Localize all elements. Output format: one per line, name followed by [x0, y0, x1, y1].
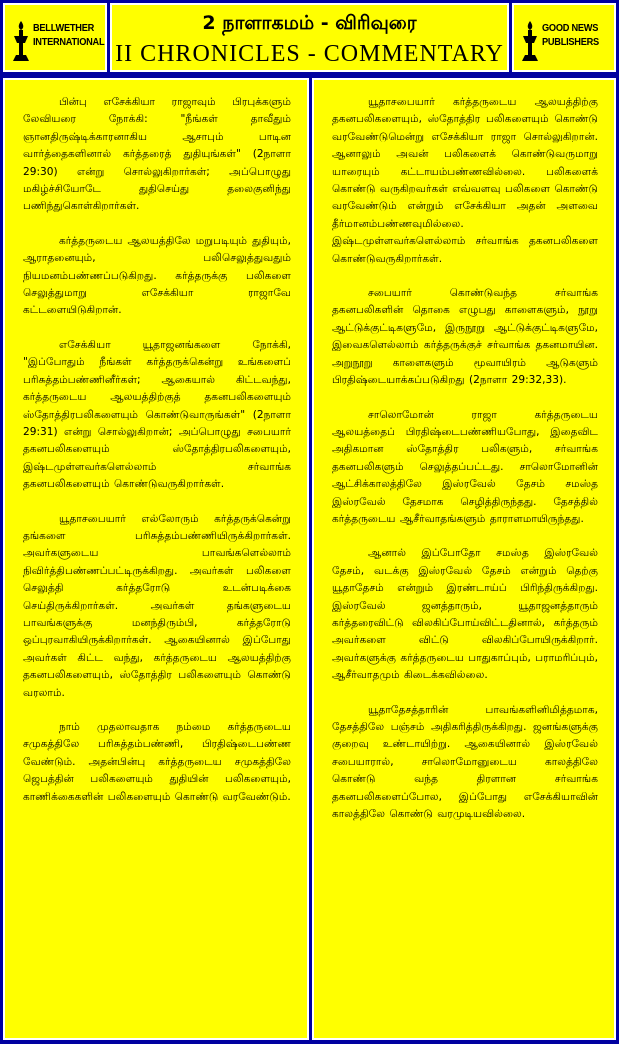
lamp-icon [11, 19, 31, 63]
logo-right-line1: GOOD NEWS [542, 22, 599, 34]
paragraph: யூதாசபையார் எல்லோரும் கர்த்தருக்கென்று தங்களை பரிசுத்தம்பண்ணியிருக்கிறார்கள். அவர்களுடைய பாவங்களெல்லாம் நிவிர்த்திபண்ணப்பட்டிருக்கிறது. அவர்கள் பலிகளை செலுத்தி கர்த்தரோடு உடன்படிக்கை செய்திருக்கிறார்கள். அவர்கள் தங்களுடைய பாவங்களுக்கு மனந்திரும்பி, கர்த்தரோடு ஒப்புரவாகியிருக்கிறார்கள். ஆகையினால் இப்போது அவர்கள் கிட்ட வந்து, கர்த்தருடைய ஆலயத்திற்கு தகனபலிகளையும், ஸ்தோத்திர பலிகளையும் கொண்டு வரலாம். [23, 512, 291, 699]
paragraph: சபையார் கொண்டுவந்த சர்வாங்க தகனபலிகளின் தொகை எழுபது காளைகளும், நூறு ஆட்டுக்குட்டிகளுமே, இருநூறு ஆட்டுக்குட்டிகளுமே, இவைகளெல்லாம் கர்த்தருக்குச் சர்வாங்க தகனமாயின. அறுநூறு காளைகளும் மூவாயிரம் ஆடுகளும் பிரதிஷ்டையாக்கப்படுகிறது (2நாளா 29:32,33). [332, 287, 598, 387]
page-title [110, 3, 509, 72]
logo-left-line2: INTERNATIONAL [33, 36, 105, 48]
paragraph: யூதாதேசத்தாரின் பாவங்களினிமித்தமாக, தேசத்திலே பஞ்சம் அதிகரித்திருக்கிறது. ஜனங்களுக்கு குறைவு உண்டாயிற்று. ஆகையினால் இஸ்ரவேல் சபையாரால், சாலொமோனுடைய காலத்திலே கொண்டு வந்த திரளான சர்வாங்க தகனபலிகளைப்போல, இப்போது எசேக்கியாவின் காலத்திலே கொண்டு வரமுடியவில்லை. [332, 703, 598, 821]
paragraph: நாம் முதலாவதாக நம்மை கர்த்தருடைய சமுகத்திலே பரிசுத்தம்பண்ணி, பிரதிஷ்டைபண்ண வேண்டும். அதன்பின்பு கர்த்தருடைய சமுகத்திலே ஜெபத்தின் பலிகளையும் துதியின் பலிகளையும், காணிக்கைகளின் பலிகளையும் கொண்டு வரவேண்டும். [23, 721, 291, 803]
lamp-icon [520, 19, 540, 63]
paragraph: எசேக்கியா யூதாஜனங்களை நோக்கி, "இப்போதும் நீங்கள் கர்த்தருக்கென்று உங்களைப் பரிசுத்தம்பண்ணினீர்கள்; ஆகையால் கிட்டவந்து, கர்த்தருடைய ஆலயத்திற்குத் தகனபலிகளையும் ஸ்தோத்திரபலிகளையும் கொண்டுவாருங்கள்" (2நாளா 29:31) என்று சொல்லுகிறான்; அப்பொழுது சபையார் தகனபலிகளையும் ஸ்தோத்திரபலிகளையும், இஷ்டமுள்ளவர்களெல்லாம் சர்வாங்க தகனபலிகளையும் கொண்டுவருகிறார்கள். [23, 338, 291, 491]
publisher-logo-right [512, 3, 616, 72]
paragraph: சாலொமோன் ராஜா கர்த்தருடைய ஆலயத்தைப் பிரதிஷ்டைபண்ணியபோது, இதைவிட அதிகமான ஸ்தோத்திர பலிகளும், சர்வாங்க தகனபலிகளும் செலுத்தப்பட்டது. சாலொமோனின் ஆட்சிக்காலத்திலே இஸ்ரவேல் தேசம் சமஸ்த இஸ்ரவேல் தேசமாக செழித்திருந்தது. தேசத்தில் கர்த்தருடைய ஆசீர்வாதங்களும் தாராளமாயிருந்தது. [332, 408, 598, 525]
paragraph: ஆனால் இப்போதோ சமஸ்த இஸ்ரவேல் தேசம், வடக்கு இஸ்ரவேல் தேசம் என்றும் தெற்கு யூதாதேசம் என்றும் இரண்டாய்ப் பிரிந்திருக்கிறது. இஸ்ரவேல் ஜனத்தாரும், யூதாஜனத்தாரும் கர்த்தரைவிட்டு விலகிப்போய்விட்டதினால், கர்த்தரும் அவர்களை விட்டு விலகிப்போயிருக்கிறார். அவர்களுக்கு கர்த்தருடைய பாதுகாப்பும், பராமரிப்பும், ஆசீர்வாதமும் கிடைக்கவில்லை. [332, 547, 598, 682]
left-column [3, 78, 309, 1040]
publisher-logo-left [3, 3, 107, 72]
paragraph: யூதாசபையார் கர்த்தருடைய ஆலயத்திற்கு தகனபலிகளையும், ஸ்தோத்திர பலிகளையும் கொண்டு வரவேண்டுமென்று எசேக்கியா ராஜா சொல்லுகிறான். ஆனாலும் அவன் பலிகளைக் கொண்டுவருமாறு யாரையும் கட்டாயம்பண்ணவில்லை. பலிகளைக் கொண்டு வருகிறவர்கள் எவ்வளவு பலிகளை கொண்டு வரவேண்டும் என்றும் எசேக்கியா அதன் அளவை தீர்மானம்பண்ணவுமில்லை. இஷ்டமுள்ளவர்களெல்லாம் சர்வாங்க தகனபலிகளை கொண்டுவருகிறார்கள். [332, 96, 598, 265]
paragraph: கர்த்தருடைய ஆலயத்திலே மறுபடியும் துதியும், ஆராதனையும், பலிசெலுத்துவதும் நியமனம்பண்ணப்படுகிறது. கர்த்தருக்கு பலிகளை செலுத்துமாறு எசேக்கியா ராஜாவே கட்டளையிடுகிறான். [23, 234, 291, 317]
title-english: II CHRONICLES - COMMENTARY [115, 41, 504, 67]
paragraph: பின்பு எசேக்கியா ராஜாவும் பிரபுக்களும் லேவியரை நோக்கி: "நீங்கள் தாவீதும் ஞானதிருஷ்டிக்காரனாகிய ஆசாபும் பாடின வார்த்தைகளினால் கர்த்தரைத் துதியுங்கள்" (2நாளா 29:30) என்று சொல்லுகிறார்கள்; அப்பொழுது மகிழ்ச்சியோடே துதிசெய்து தலைகுனிந்து பணிந்துகொள்கிறார்கள். [23, 96, 291, 213]
title-tamil: 2 நாளாகமம் - விரிவுரை [202, 12, 417, 34]
logo-left-line1: BELLWETHER [33, 22, 95, 34]
right-column [312, 78, 616, 1040]
logo-right-line2: PUBLISHERS [542, 36, 599, 48]
